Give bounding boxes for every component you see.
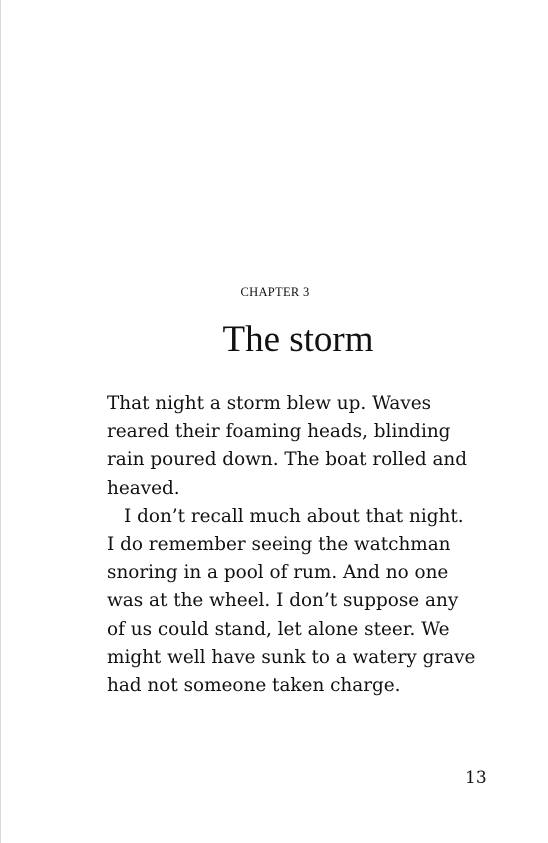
- body-line: had not someone taken charge.: [107, 675, 401, 697]
- body-line: was at the wheel. I don’t suppose any: [107, 590, 459, 612]
- body-line: snoring in a pool of rum. And no one: [107, 562, 449, 584]
- chapter-title: The storm: [222, 319, 374, 360]
- body-line: reared their foaming heads, blinding: [107, 421, 451, 443]
- body-line: heaved.: [107, 477, 180, 499]
- chapter-label: CHAPTER 3: [240, 285, 310, 299]
- body-line: of us could stand, let alone steer. We: [107, 618, 450, 640]
- body-text: [107, 390, 507, 700]
- body-line: I do remember seeing the watchman: [107, 534, 451, 556]
- body-line: might well have sunk to a watery grave: [107, 646, 476, 668]
- body-line: That night a storm blew up. Waves: [107, 393, 432, 414]
- body-line: rain poured down. The boat rolled and: [107, 449, 468, 471]
- body-line: I don’t recall much about that night.: [124, 505, 464, 527]
- page-number: 13: [465, 768, 487, 788]
